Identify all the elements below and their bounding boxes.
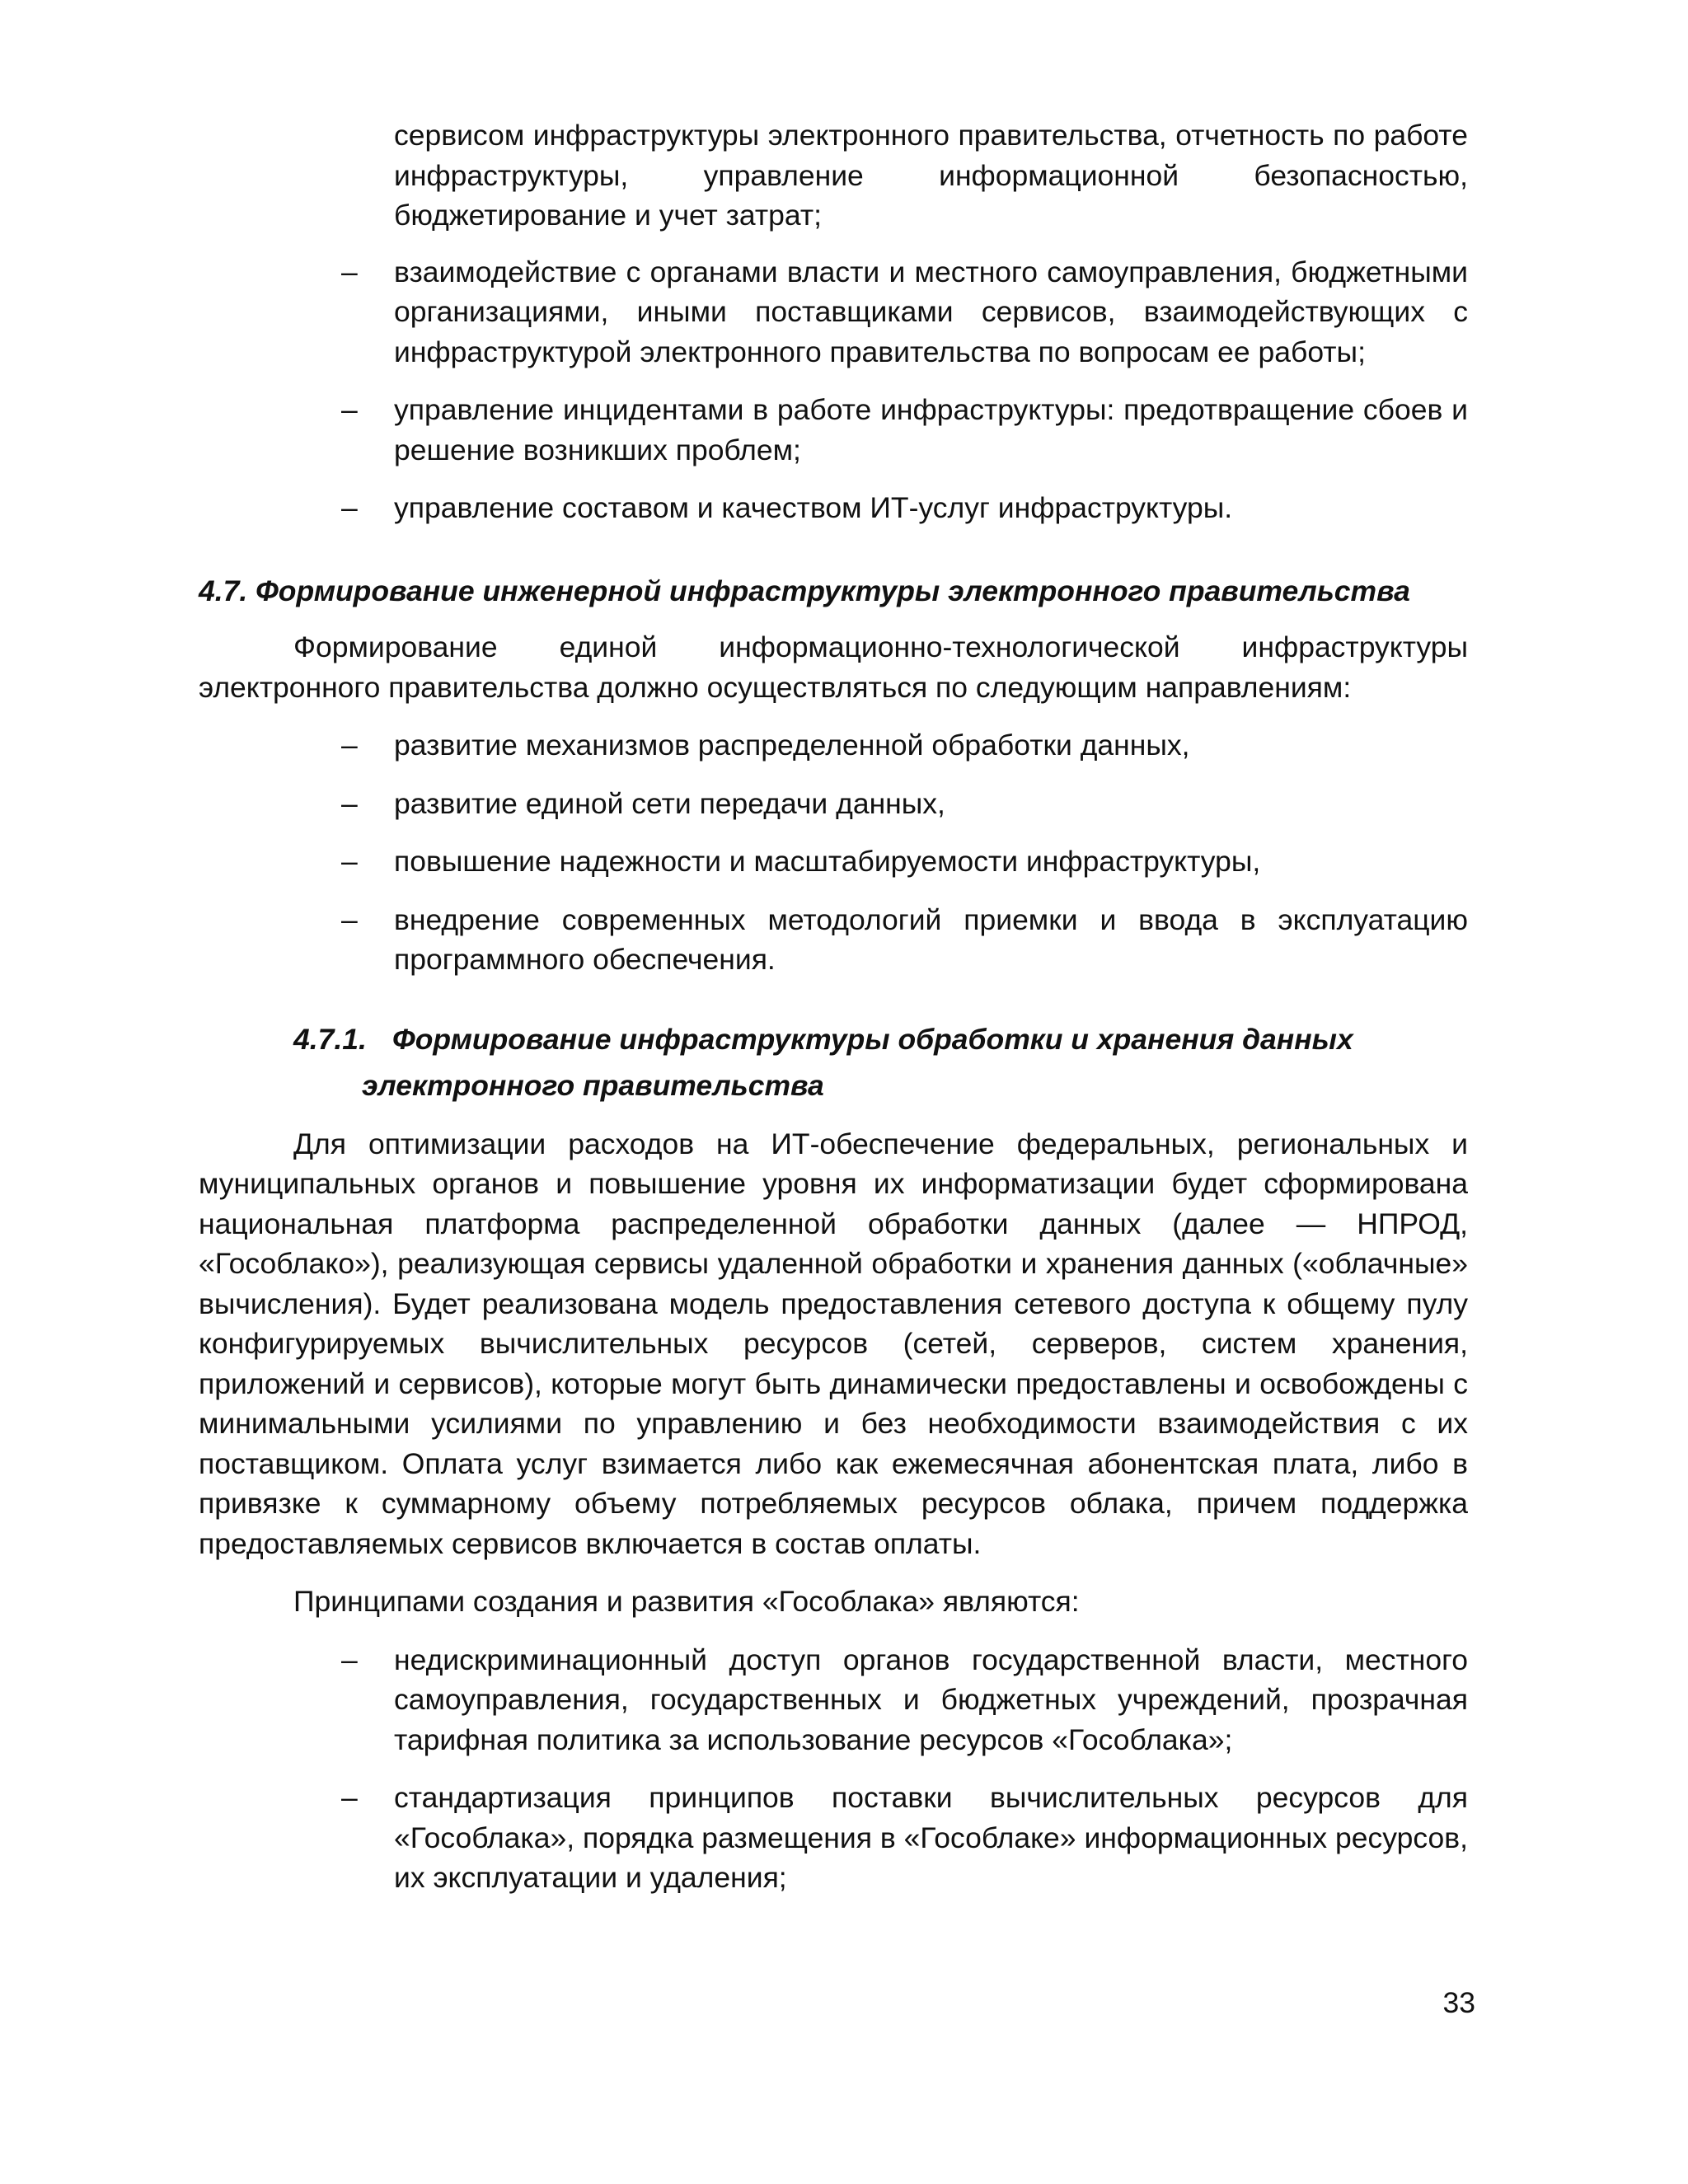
list-item (199, 900, 1468, 980)
list-item (199, 390, 1468, 470)
list-item (199, 841, 1468, 882)
list-item-text: управление составом и качеством ИТ-услуг инфраструктуры. (394, 491, 1233, 524)
dash-bullet: – (341, 845, 358, 878)
principles-intro-paragraph: Принципами создания и развития «Гособлака» являются: (293, 1585, 1080, 1618)
directions-list (199, 725, 1468, 980)
section-heading-4-7-1 (199, 1019, 1468, 1106)
list-item (199, 725, 1468, 766)
principles-list (199, 1640, 1468, 1898)
dash-bullet: – (341, 902, 358, 936)
list-item (199, 784, 1468, 824)
dash-bullet: – (341, 729, 358, 762)
continued-list-item-text: сервисом инфраструктуры электронного правительства, отчетность по работе инфраструктуры, управление информационной безопасностью, бюджетирование и учет затрат; (394, 119, 1468, 232)
list-item-text: развитие механизмов распределенной обработки данных, (394, 729, 1190, 762)
dash-bullet: – (341, 786, 358, 820)
list-item (199, 488, 1468, 528)
dash-bullet: – (341, 393, 358, 426)
section-title-line2: электронного правительства (362, 1069, 824, 1102)
list-item (199, 252, 1468, 373)
dash-bullet: – (341, 1781, 358, 1814)
list-item-text: взаимодействие с органами власти и местного самоуправления, бюджетными организациями, иными поставщиками сервисов, взаимодействующих с инфраструктурой электронного правительства по вопросам ее работы; (394, 255, 1468, 368)
list-item (199, 1778, 1468, 1898)
list-item-text: недискриминационный доступ органов государственной власти, местного самоуправления, государственных и бюджетных учреждений, прозрачная тарифная политика за использование ресурсов «Гособлака»; (394, 1643, 1468, 1756)
dash-bullet: – (341, 255, 358, 288)
page-number: 33 (1442, 1986, 1475, 2019)
list-item-text: управление инцидентами в работе инфраструктуры: предотвращение сбоев и решение возникших проблем; (394, 393, 1468, 466)
responsibilities-list (199, 252, 1468, 528)
body-paragraph: Для оптимизации расходов на ИТ-обеспечение федеральных, региональных и муниципальных органов и повышение уровня их информатизации будет сформирована национальная платформа распределенной обработки данных (далее — НПРОД, «Гособлако»), реализующая сервисы удаленной обработки и хранения данных («облачные» вычисления). Будет реализована модель предоставления сетевого доступа к общему пулу конфигурируемых вычислительных ресурсов (сетей, серверов, систем хранения, приложений и сервисов), которые могут быть динамически предоставлены и освобождены с минимальными усилиями по управлению и без необходимости взаимодействия с их поставщиком. Оплата услуг взимается либо как ежемесячная абонентская плата, либо в привязке к суммарному объему потребляемых ресурсов облака, причем поддержка предоставляемых сервисов включается в состав оплаты. (199, 1127, 1468, 1560)
dash-bullet: – (341, 491, 358, 524)
section-number: 4.7.1. (293, 1022, 367, 1056)
page-content (199, 115, 1468, 1898)
list-item (199, 1640, 1468, 1760)
section-title-line1: Формирование инфраструктуры обработки и хранения данных (392, 1022, 1353, 1056)
section-heading-4-7: 4.7. Формирование инженерной инфраструктуры электронного правительства (199, 574, 1410, 607)
list-item-text: повышение надежности и масштабируемости инфраструктуры, (394, 845, 1261, 878)
section-intro-paragraph: Формирование единой информационно-технологической инфраструктуры электронного правительства должно осуществляться по следующим направлениям: (199, 630, 1468, 704)
list-item-text: развитие единой сети передачи данных, (394, 786, 945, 820)
list-item-text: внедрение современных методологий приемки и ввода в эксплуатацию программного обеспечения. (394, 902, 1468, 976)
list-item-text: стандартизация принципов поставки вычислительных ресурсов для «Гособлака», порядка размещения в «Гособлаке» информационных ресурсов, их эксплуатации и удаления; (394, 1781, 1468, 1894)
dash-bullet: – (341, 1643, 358, 1676)
